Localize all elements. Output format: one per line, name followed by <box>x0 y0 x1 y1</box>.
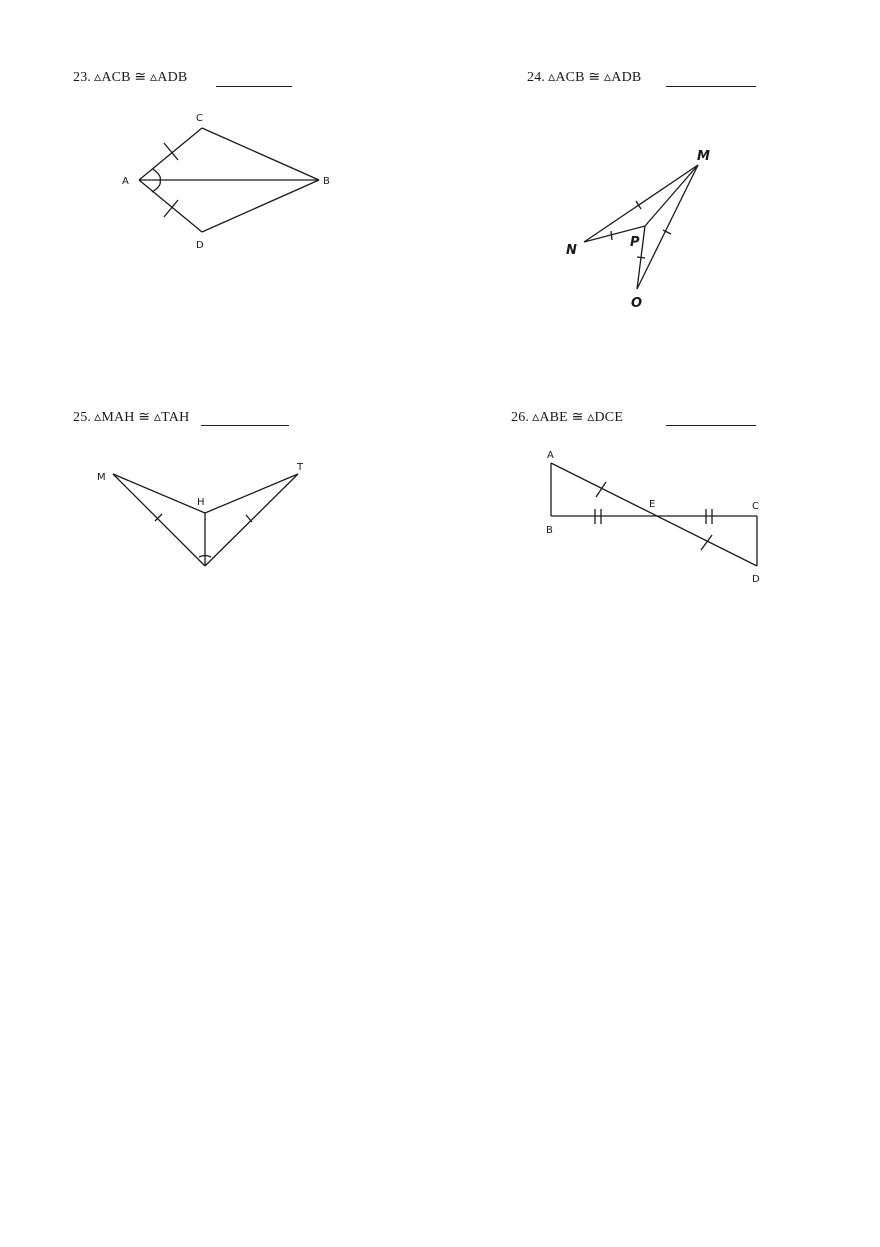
problem-number: 25. <box>73 410 92 425</box>
vertex-label-c: C <box>196 113 203 124</box>
vertex-label-c: C <box>752 501 759 512</box>
vertex-label-n: N <box>566 243 577 258</box>
vertex-label-a: A <box>122 176 129 187</box>
vertex-label-o: O <box>631 296 643 311</box>
vertex-label-h: H <box>197 497 205 508</box>
problem-number: 26. <box>511 410 530 425</box>
vertex-label-e: E <box>649 499 656 510</box>
bowtie-figure <box>551 463 757 566</box>
vertex-label-m: M <box>697 149 710 164</box>
congruence-statement: ▵ACB ≅ ▵ADB <box>94 70 188 85</box>
problem-number: 24. <box>527 70 546 85</box>
vertex-label-a: A <box>547 450 554 461</box>
vertex-label-m: M <box>97 472 106 483</box>
congruence-statement: ▵MAH ≅ ▵TAH <box>94 410 190 425</box>
vertex-label-b: B <box>546 525 553 536</box>
vertex-label-p: P <box>630 235 640 250</box>
vertex-label-d: D <box>752 574 760 585</box>
segment-ad <box>551 463 757 566</box>
vertex-label-t: T <box>297 462 304 473</box>
vertex-label-d: D <box>196 240 204 251</box>
problem-number: 23. <box>73 70 92 85</box>
vertex-label-b: B <box>323 176 330 187</box>
congruence-statement: ▵ABE ≅ ▵DCE <box>532 410 624 425</box>
congruence-statement: ▵ACB ≅ ▵ADB <box>548 70 642 85</box>
